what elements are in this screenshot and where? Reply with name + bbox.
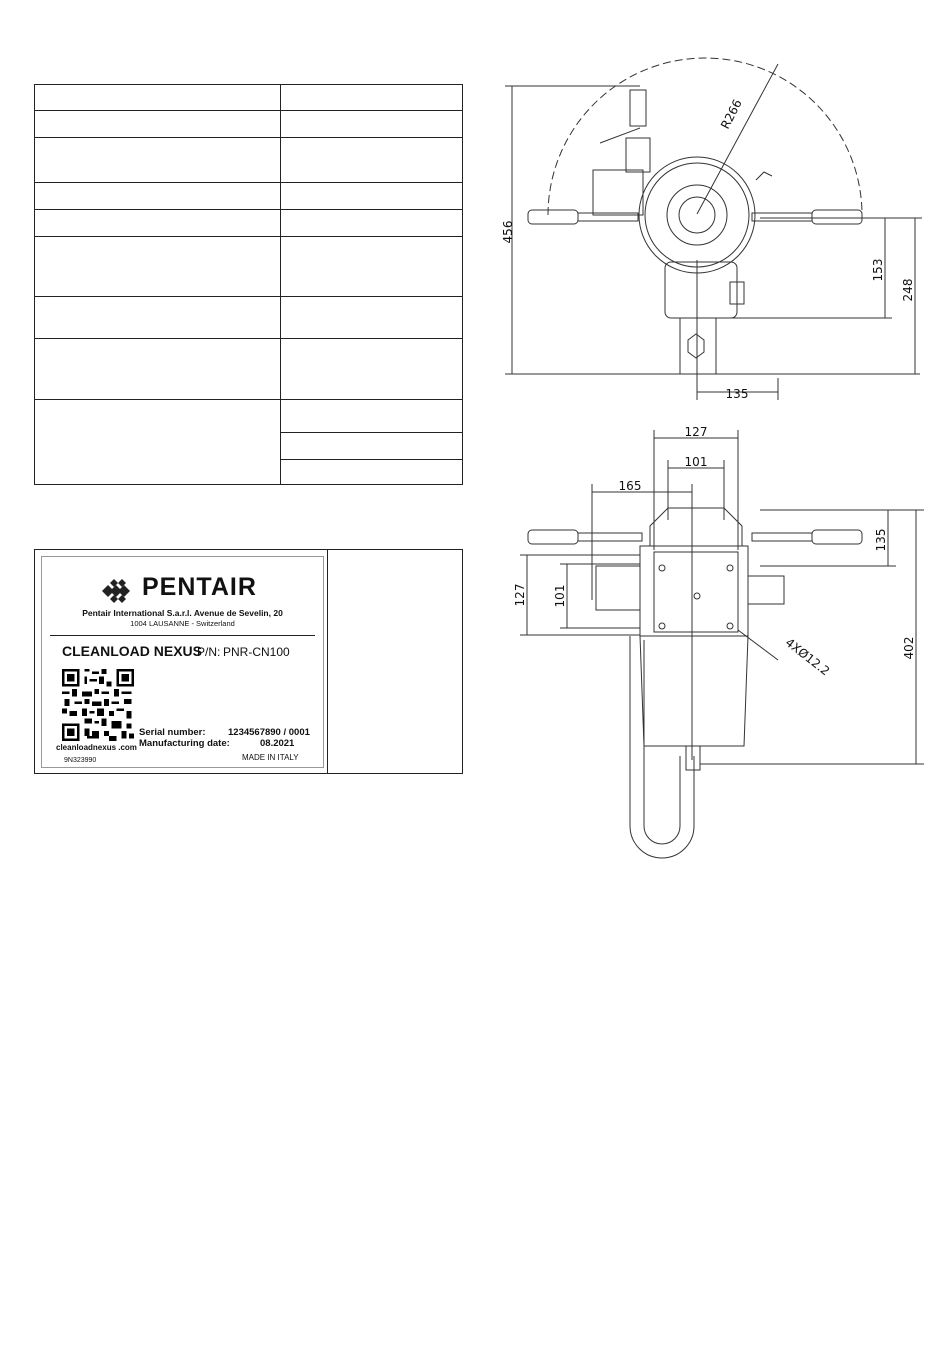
plate-code: 9N323990 [64, 757, 97, 764]
dim-153: 153 [871, 258, 885, 282]
drawing-front-view [490, 50, 930, 410]
dim-402: 402 [902, 636, 916, 660]
label-box-divider [327, 550, 328, 773]
dim-127-side: 127 [513, 583, 527, 607]
dim-135: 135 [725, 387, 749, 401]
spec-row [35, 137, 462, 183]
made-in: MADE IN ITALY [242, 753, 299, 762]
drawing-side-view [490, 415, 930, 875]
pentair-logo-icon [100, 574, 134, 608]
dim-165: 165 [618, 479, 642, 493]
qr-code-icon [62, 669, 134, 741]
serial-label: Serial number: [139, 727, 206, 738]
plate-rule [50, 635, 315, 636]
spec-row [35, 182, 462, 210]
dim-r266: R266 [718, 97, 745, 132]
address-line-1: Pentair International S.a.r.l. Avenue de Sevelin, 20 [82, 608, 283, 618]
spec-table [34, 84, 463, 485]
dim-holes: 4XØ12.2 [782, 635, 833, 679]
dim-135-side: 135 [874, 528, 888, 552]
product-label-box [34, 549, 463, 774]
pn-value: PNR-CN100 [223, 645, 290, 659]
product-name: CLEANLOAD NEXUS [62, 643, 203, 659]
spec-row [35, 110, 462, 138]
radius-line [697, 64, 778, 214]
date-value: 08.2021 [260, 738, 295, 749]
spec-subrow [280, 432, 462, 460]
address-line-2: 1004 LAUSANNE - Switzerland [130, 619, 235, 628]
swing-arc [548, 58, 862, 215]
serial-value: 1234567890 / 0001 [228, 727, 310, 738]
spec-row [35, 236, 462, 297]
dim-101-side: 101 [553, 584, 567, 608]
rating-plate [41, 556, 324, 768]
website: cleanloadnexus .com [56, 743, 137, 752]
brand-name: PENTAIR [142, 573, 257, 601]
spec-row [35, 338, 462, 400]
spec-row [35, 296, 462, 339]
dim-127-top: 127 [684, 425, 708, 439]
spec-row [35, 209, 462, 237]
dim-101-top: 101 [684, 455, 708, 469]
spec-row [35, 85, 462, 111]
spec-subrow [280, 399, 462, 433]
dim-248: 248 [901, 278, 915, 302]
date-label: Manufacturing date: [139, 738, 230, 749]
pn-label: P/N: [197, 645, 221, 659]
dim-456: 456 [501, 220, 515, 244]
